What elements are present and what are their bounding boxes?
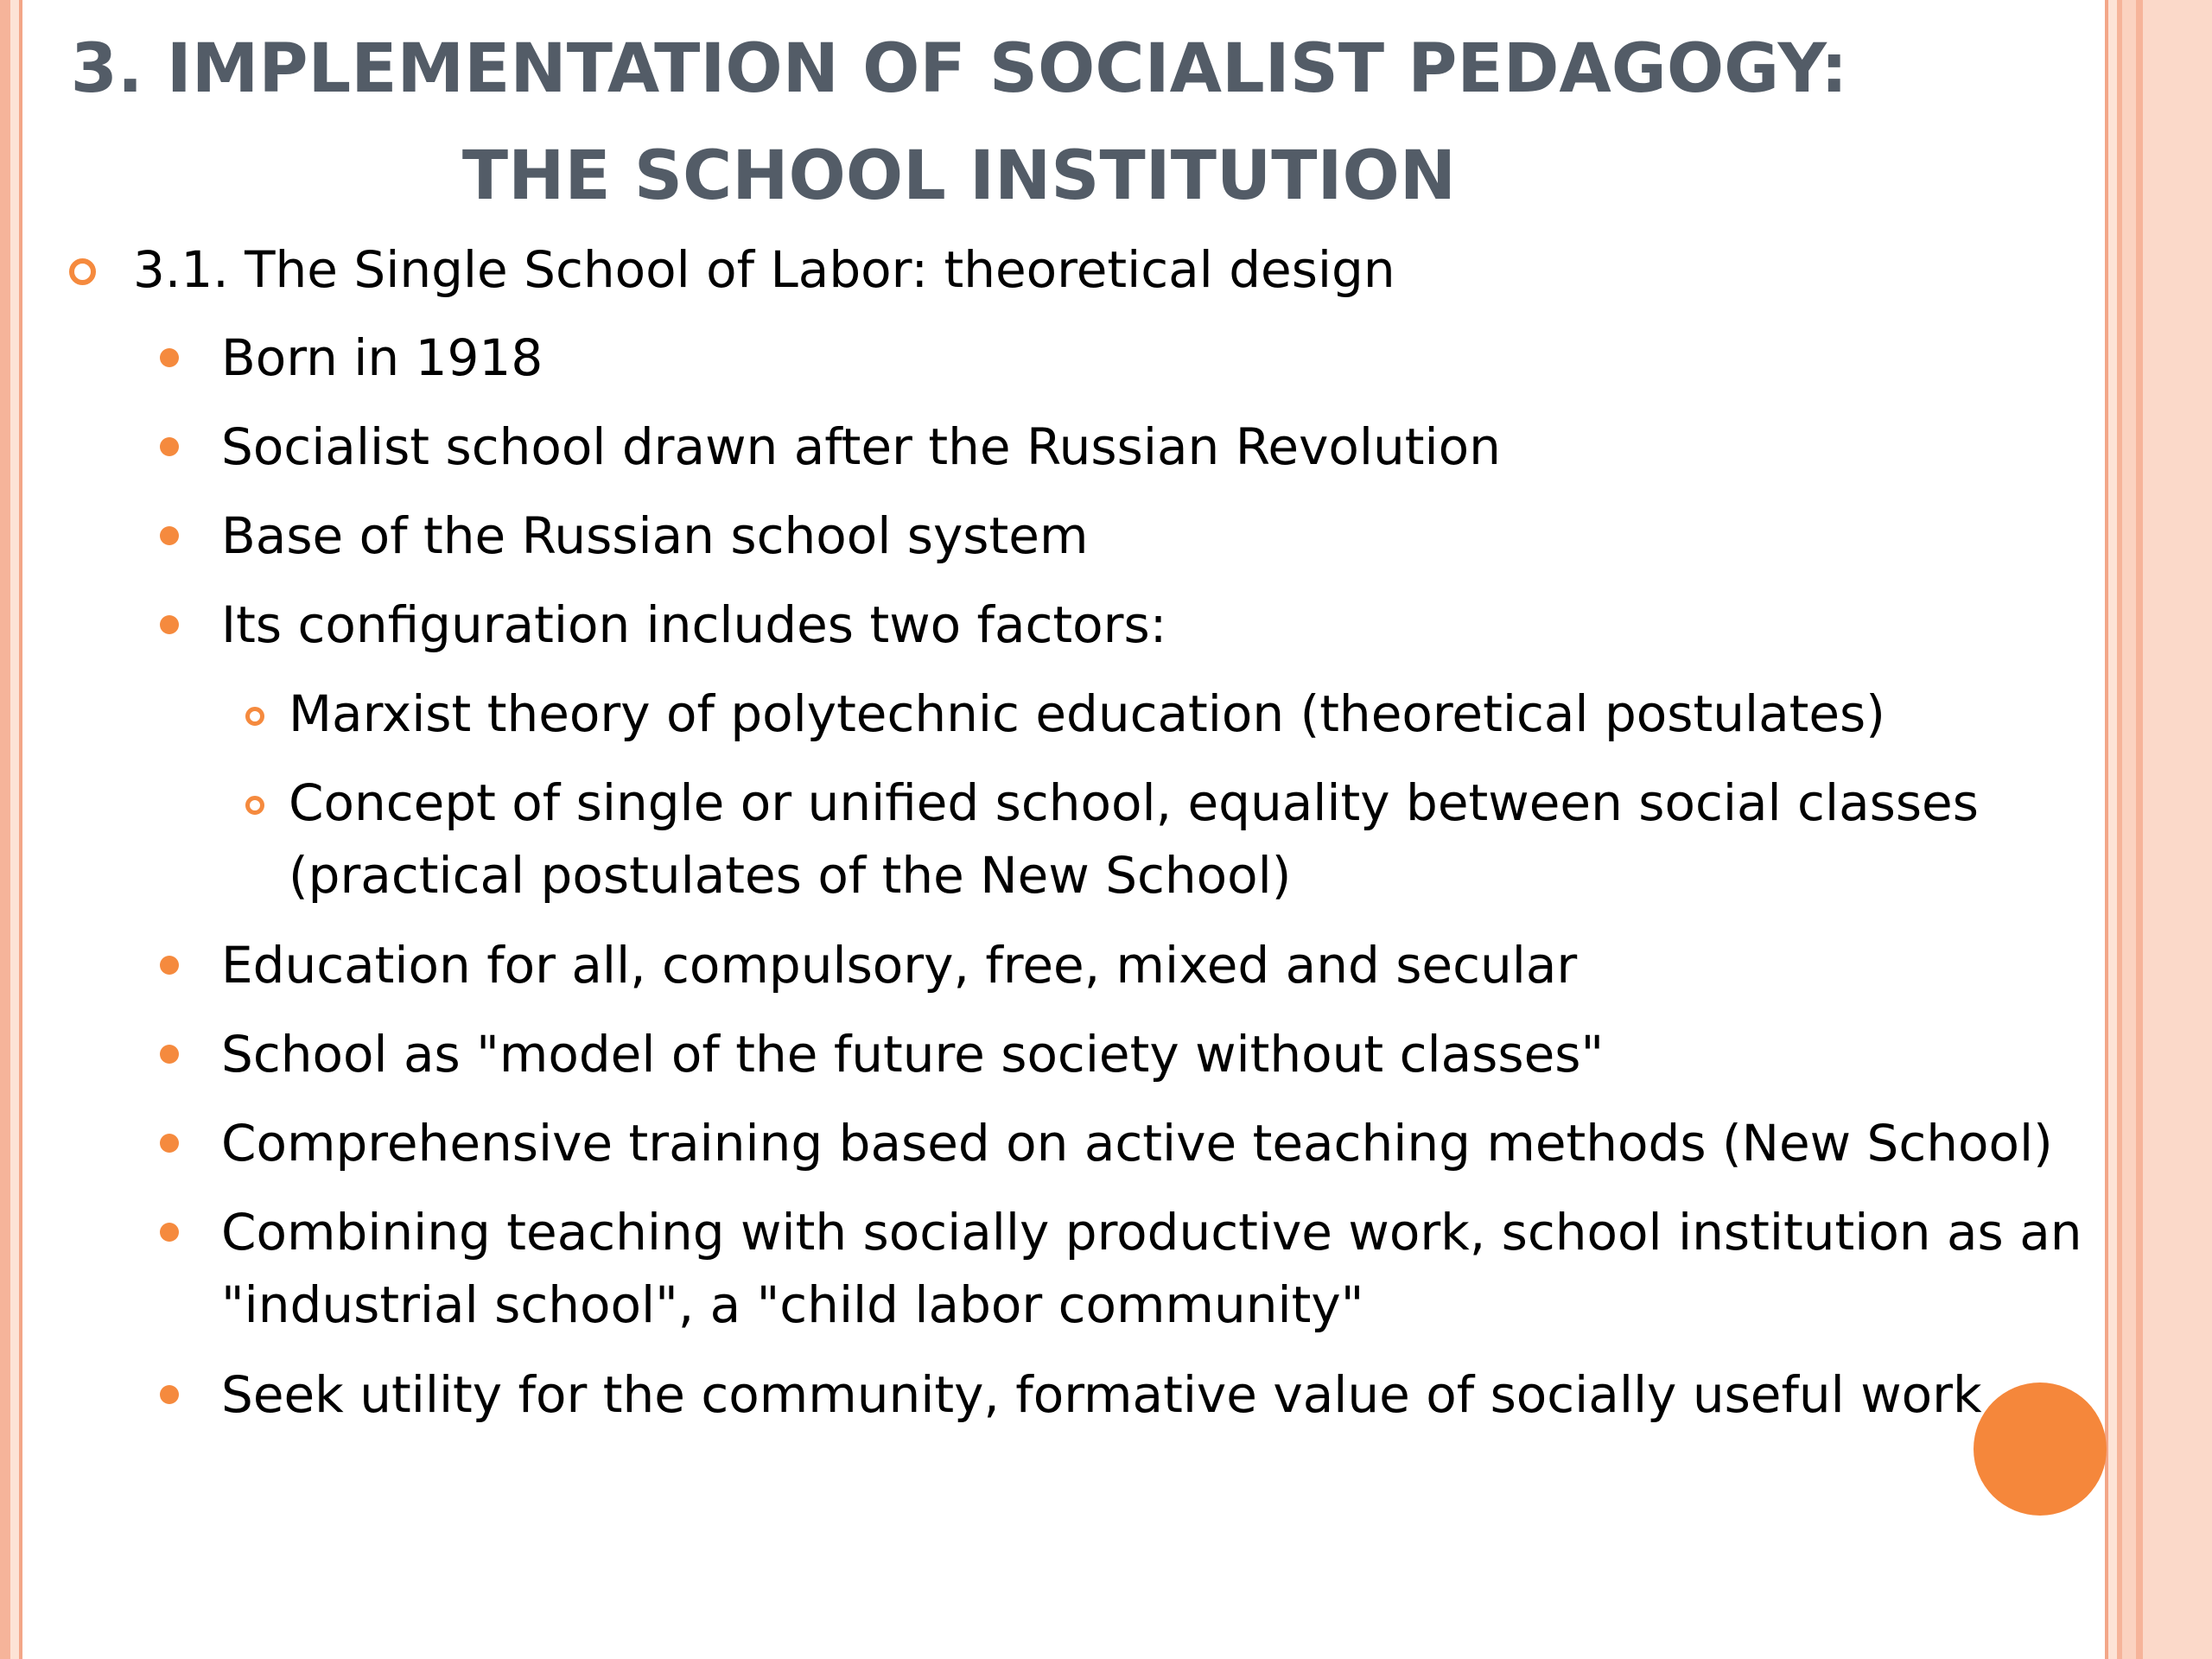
frame-stripe-left [0,0,10,1659]
dot-bullet-icon [160,1385,179,1404]
sub-list-item-continuation: (practical postulates of the New School) [289,846,1292,905]
slide-title [52,16,1866,230]
dot-bullet-icon [160,1045,179,1064]
frame-stripe-right-band [2122,0,2136,1659]
list-item: Education for all, compulsory, free, mixed and secular [221,936,1578,995]
dot-bullet-icon [160,348,179,367]
list-item: Its configuration includes two factors: [221,595,1167,654]
frame-stripe-right-inner [2108,0,2117,1659]
list-item: Seek utility for the community, formative value of socially useful work [221,1365,1982,1424]
dot-bullet-icon [160,1134,179,1153]
sub-list-item: Concept of single or unified school, equality between social classes [289,773,1979,832]
section-heading: 3.1. The Single School of Labor: theoretical design [133,240,1395,299]
frame-line-left [19,0,22,1659]
ring-bullet-icon [245,796,264,815]
list-item: Combining teaching with socially productive work, school institution as an [221,1203,2082,1262]
list-item: Socialist school drawn after the Russian Revolution [221,417,1501,476]
frame-stripe-left-inner [10,0,19,1659]
dot-bullet-icon [160,956,179,975]
list-item-continuation: "industrial school", a "child labor community" [221,1275,1364,1334]
ring-bullet-icon [245,707,264,726]
slide-title-line-1: 3. IMPLEMENTATION OF SOCIALIST PEDAGOGY: [70,30,1848,108]
frame-stripe-right-edge [2136,0,2143,1659]
ring-bullet-icon [69,258,96,285]
list-item: Comprehensive training based on active teaching methods (New School) [221,1114,2053,1173]
dot-bullet-icon [160,1223,179,1242]
dot-bullet-icon [160,437,179,456]
dot-bullet-icon [160,615,179,634]
accent-circle-decoration [1974,1382,2107,1516]
slide-title-line-2: THE SCHOOL INSTITUTION [461,137,1457,215]
dot-bullet-icon [160,526,179,545]
sub-list-item: Marxist theory of polytechnic education (theoretical postulates) [289,684,1885,743]
list-item: School as "model of the future society without classes" [221,1025,1605,1084]
list-item: Base of the Russian school system [221,506,1089,565]
frame-stripe-right-outer [2143,0,2212,1659]
list-item: Born in 1918 [221,328,543,387]
